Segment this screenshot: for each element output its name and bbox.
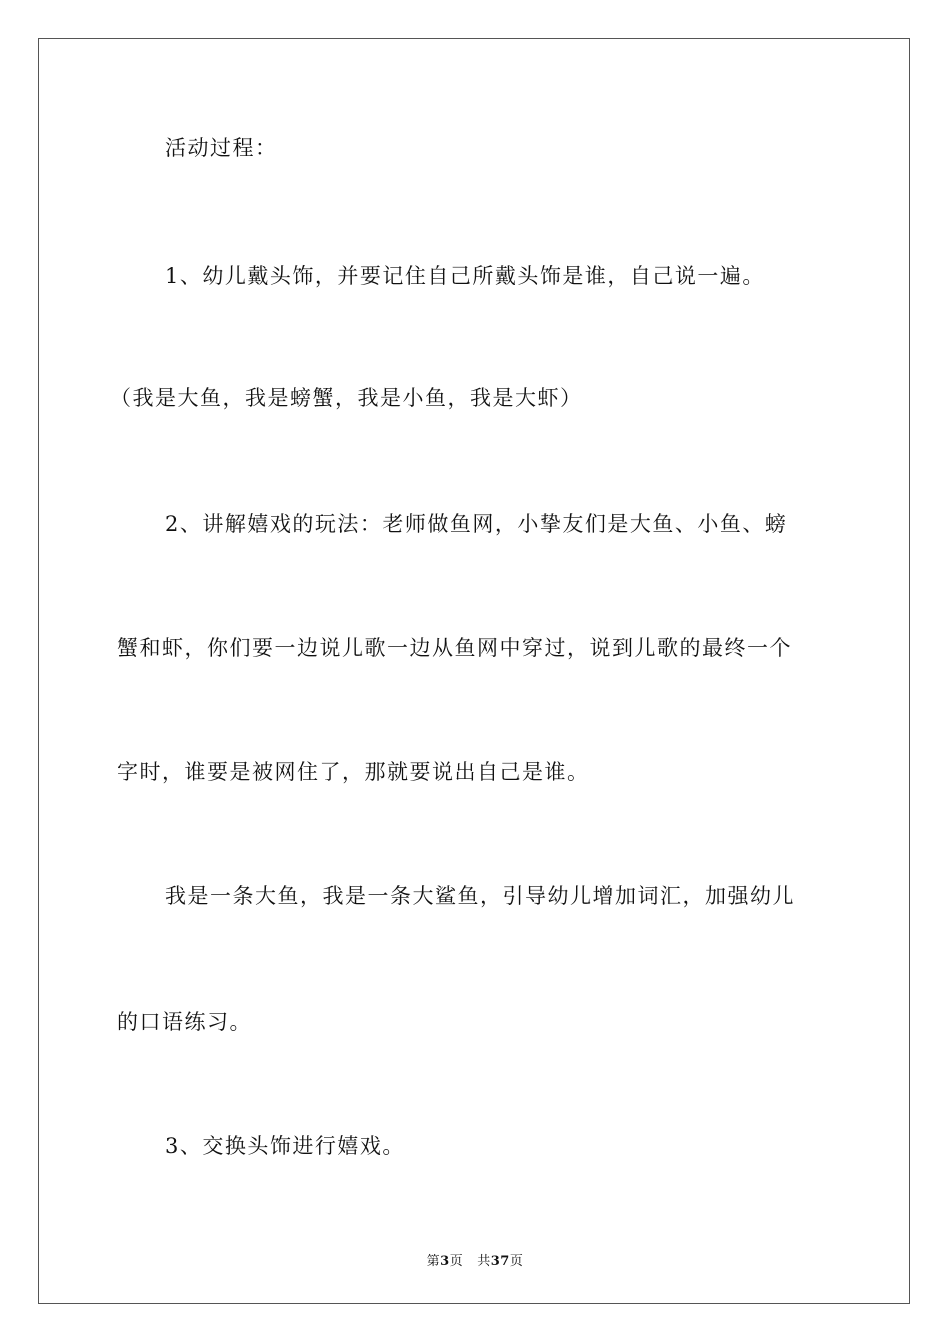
paragraph-1-line-2: （我是大鱼，我是螃蟹，我是小鱼，我是大虾）	[110, 386, 583, 410]
paragraph-2-line-1: 2、讲解嬉戏的玩法：老师做鱼网，小挚友们是大鱼、小鱼、螃	[165, 512, 788, 536]
paragraph-3-line-1: 我是一条大鱼，我是一条大鲨鱼，引导幼儿增加词汇，加强幼儿	[165, 884, 795, 908]
total-page-count: 37	[490, 1254, 510, 1269]
total-prefix: 共	[477, 1254, 491, 1269]
page-border	[38, 38, 910, 1304]
total-suffix: 页	[509, 1254, 524, 1269]
paragraph-4-line-1: 3、交换头饰进行嬉戏。	[165, 1134, 405, 1158]
paragraph-2-line-2: 蟹和虾，你们要一边说儿歌一边从鱼网中穿过，说到儿歌的最终一个	[117, 636, 792, 660]
section-heading: 活动过程：	[165, 136, 278, 160]
current-page-number: 3	[440, 1254, 450, 1269]
page-prefix: 第	[426, 1254, 441, 1269]
paragraph-2-line-3: 字时，谁要是被网住了，那就要说出自己是谁。	[117, 760, 590, 784]
page-footer	[0, 1250, 950, 1269]
paragraph-3-line-2: 的口语练习。	[117, 1010, 252, 1034]
paragraph-1-line-1: 1、幼儿戴头饰，并要记住自己所戴头饰是谁，自己说一遍。	[165, 264, 765, 288]
page-suffix: 页	[449, 1254, 464, 1269]
